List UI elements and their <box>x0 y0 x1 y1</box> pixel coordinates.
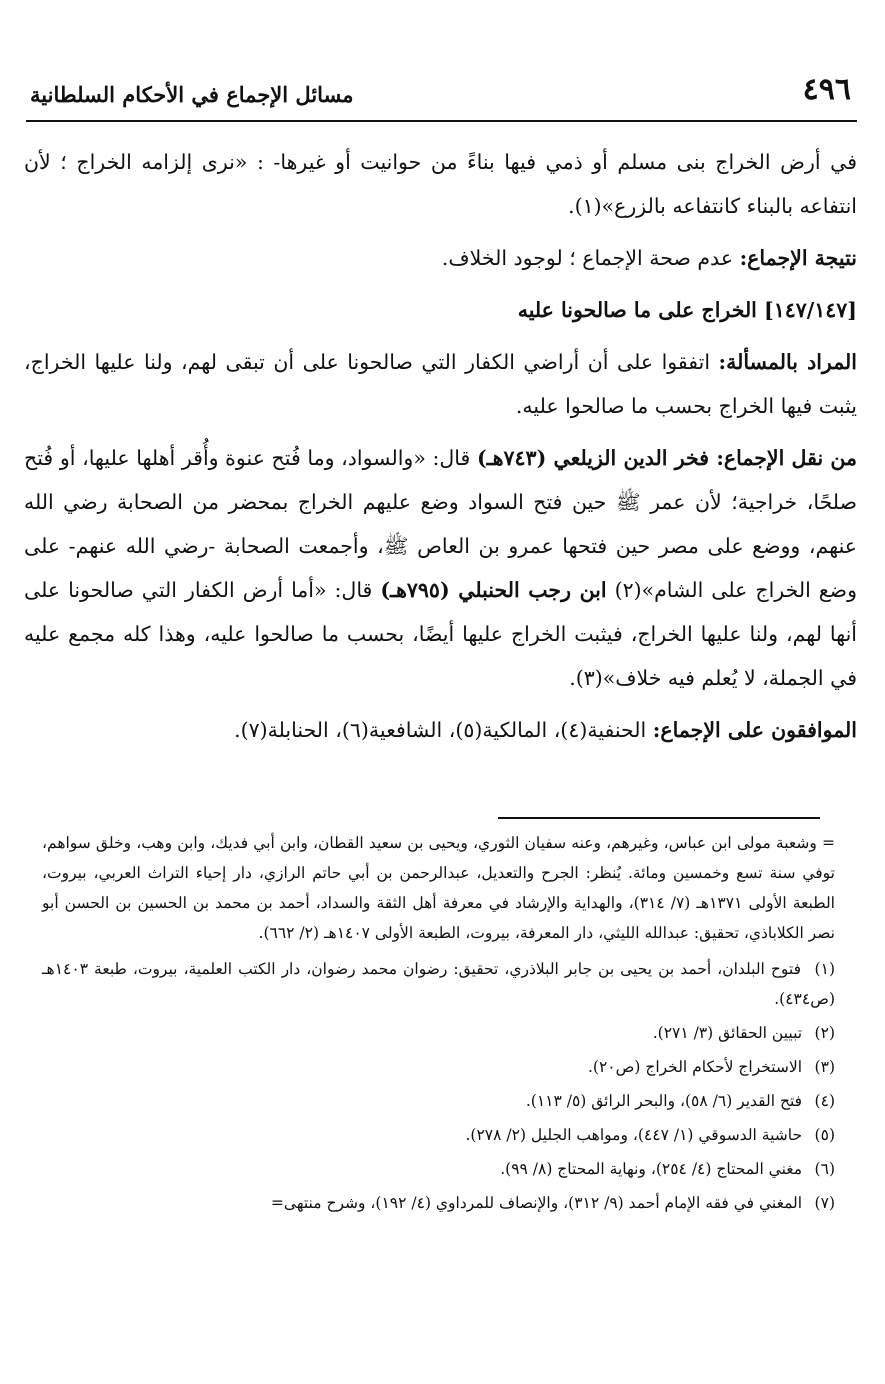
running-title: مسائل الإجماع في الأحكام السلطانية <box>30 82 354 107</box>
footnote-item <box>42 1018 835 1048</box>
transmission-label-2: ابن رجب الحنبلي (٧٩٥هـ) <box>380 578 607 602</box>
agree-text: الحنفية(٤)، المالكية(٥)، الشافعية(٦)، الحنابلة(٧). <box>234 718 647 742</box>
footnote-number: (١) <box>814 960 835 978</box>
paragraph-meaning <box>24 340 857 428</box>
paragraph-transmission <box>24 436 857 700</box>
footnote-item <box>42 1052 835 1082</box>
footnote-number: (٤) <box>814 1092 835 1110</box>
footnote-number: (٦) <box>814 1160 835 1178</box>
footnote-text: الاستخراج لأحكام الخراج (ص٢٠). <box>587 1058 803 1076</box>
footnote-separator <box>498 817 820 819</box>
intro-text: في أرض الخراج بنى مسلم أو ذمي فيها بناءً من حوانيت أو غيرها- : «نرى إلزامه الخراج ؛ لأن انتفاعه بالبناء كانتفاعه بالزرع»(١). <box>24 150 857 218</box>
paragraph-intro <box>24 140 857 228</box>
footnote-text: حاشية الدسوقي (١/ ٤٤٧)، ومواهب الجليل (٢/ ٢٧٨). <box>465 1126 803 1144</box>
footnote-text: فتح القدير (٦/ ٥٨)، والبحر الرائق (٥/ ١١٣). <box>525 1092 803 1110</box>
paragraph-agreement <box>24 708 857 752</box>
footnote-item <box>42 1154 835 1184</box>
footnote-number: (٧) <box>814 1194 835 1212</box>
footnote-text: مغني المحتاج (٤/ ٢٥٤)، ونهاية المحتاج (٨/ ٩٩). <box>500 1160 803 1178</box>
page-number: ٤٩٦ <box>802 72 851 107</box>
transmission-text-1: قال: «والسواد، وما فُتح عنوة وأُقر أهلها عليها، أو فُتح صلحًا، خراجية؛ لأن عمر ﷺ حين فتح السواد وضع عليهم الخراج بمحضر من الصحابة رضي الله عنهم، ووضع على مصر حين فتحها عمرو بن العاص ﷺ، وأجمعت الصحابة -رضي الله عنهم- على وضع الخراج على الشام»(٢) <box>24 446 857 602</box>
footnotes <box>42 828 835 1222</box>
page-header <box>26 70 857 122</box>
agree-label: الموافقون على الإجماع: <box>652 718 857 742</box>
meaning-label: المراد بالمسألة: <box>718 350 857 374</box>
footnote-continuation: = وشعبة مولى ابن عباس، وغيرهم، وعنه سفيان الثوري، ويحيى بن سعيد القطان، وابن أبي فديك، وابن وهب، وخلق سواهم، توفي سنة تسع وخمسين ومائة. يُنظر: الجرح والتعديل، عبدالرحمن بن أبي حاتم الرازي، دار إحياء التراث العربي، بيروت، الطبعة الأولى ١٣٧١هـ (٧/ ٣١٤)، والهداية والإرشاد في معرفة أهل الثقة والسداد، أحمد بن محمد بن الحسين بن الحسن أبو نصر الكلاباذي، تحقيق: عبدالله الليثي، دار المعرفة، بيروت، الطبعة الأولى ١٤٠٧هـ (٢/ ٦٦٢). <box>42 834 835 942</box>
main-text <box>24 140 857 760</box>
meaning-text: اتفقوا على أن أراضي الكفار التي صالحونا على أن تبقى لهم، ولنا عليها الخراج، يثبت فيها الخراج بحسب ما صالحوا عليه. <box>24 350 857 418</box>
footnote-number: (٣) <box>814 1058 835 1076</box>
transmission-text-2: قال: «أما أرض الكفار التي صالحونا على أنها لهم، ولنا عليها الخراج، فيثبت الخراج عليها أيضًا، بحسب ما صالحوا عليه، وهذا كله مجمع عليه في الجملة، لا يُعلم فيه خلاف»(٣). <box>24 578 857 690</box>
section-number: [١٤٧/١٤٧] <box>764 298 857 322</box>
section-heading <box>24 288 857 332</box>
result-text: عدم صحة الإجماع ؛ لوجود الخلاف. <box>441 246 734 270</box>
footnote-item <box>42 1086 835 1116</box>
footnote-text: فتوح البلدان، أحمد بن يحيى بن جابر البلاذري، تحقيق: رضوان محمد رضوان، دار الكتب العلمية، بيروت، طبعة ١٤٠٣هـ (ص٤٣٤). <box>42 960 835 1008</box>
footnote-text: المغني في فقه الإمام أحمد (٩/ ٣١٢)، والإنصاف للمرداوي (٤/ ١٩٢)، وشرح منتهى= <box>270 1194 803 1212</box>
paragraph-result <box>24 236 857 280</box>
footnote-number: (٥) <box>814 1126 835 1144</box>
footnote-text: تبيين الحقائق (٣/ ٢٧١). <box>652 1024 803 1042</box>
footnote-item <box>42 1188 835 1218</box>
footnote-number: (٢) <box>814 1024 835 1042</box>
section-title: الخراج على ما صالحونا عليه <box>517 298 757 322</box>
footnote-item <box>42 1120 835 1150</box>
footnote-item <box>42 954 835 1014</box>
transmission-label: من نقل الإجماع: فخر الدين الزيلعي (٧٤٣هـ) <box>476 446 857 470</box>
result-label: نتيجة الإجماع: <box>739 246 857 270</box>
